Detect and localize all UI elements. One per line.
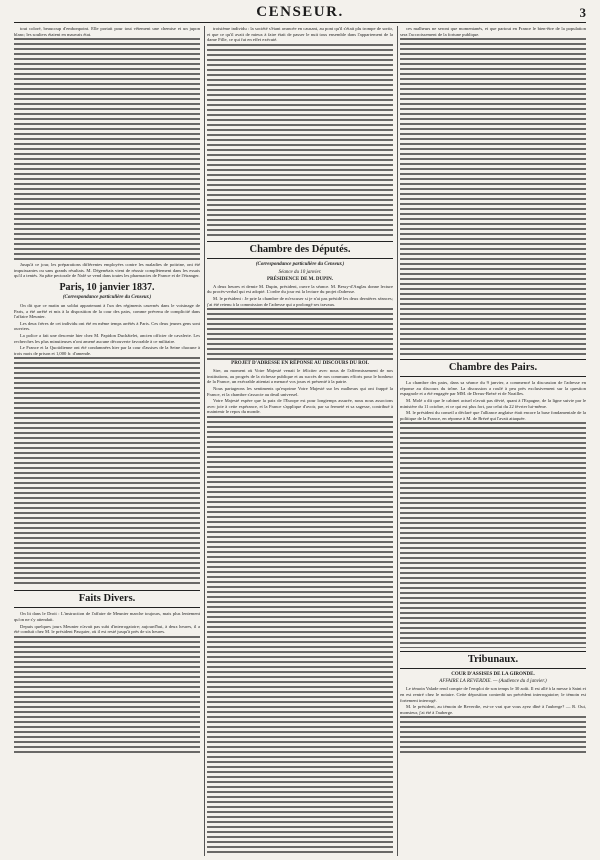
- article-paragraph: Votre Majesté espère que la paix de l'Europe est pour longtemps assurée, nous nous associons avec joie à cette espérance, et la France s'applique d'avoir, par sa fermeté et sa sagesse, contribué à maintenir le repos du monde.: [207, 398, 393, 415]
- text-block: [14, 636, 200, 756]
- column-3: [400, 26, 586, 856]
- article-paragraph: Depuis quelques jours Meunier n'avait pas subi d'interrogatoire; aujourd'hui, à deux heures, il a été conduit chez M. le président Pasquier, où il est resté jusqu'à près de six heures.: [14, 623, 200, 635]
- address-heading: PROJET D'ADRESSE EN RÉPONSE AU DISCOURS DU ROI.: [231, 361, 369, 367]
- article-paragraph: M. le président : Je prie la chambre de m'excuser si je n'ai pas présidé les deux dernières séances; j'ai été retenu à la commission de l'adresse qui a prolongé ses travaux.: [207, 295, 393, 307]
- article-paragraph: La chambre des pairs, dans sa séance du 9 janvier, a commencé la discussion de l'adresse en réponse au discours du trône. La discussion a roulé à peu près exclusivement sur la question espagnole et a été engagée par MM. de Dreux-Brézé et de Noailles.: [400, 380, 586, 397]
- affair-line: AFFAIRE LA REVERDIE. — (Audience du 4 janvier.): [439, 679, 547, 685]
- masthead: [14, 4, 586, 23]
- dateline-paris: Paris, 10 janvier 1837.: [59, 281, 155, 293]
- article-paragraph: ces malheurs ne seront que momentanés, et que partout en France le bien-être de la population sera l'accroissement de la fortune publique.: [400, 26, 586, 37]
- text-block: [14, 38, 200, 262]
- article-paragraph: troisième individu : la société s'étant avancée en causant, au pont qu'il s'était plu trompe de sortir, et que ce qu'il avait de mieux à faire était de passer le nuit tous ensemble dans l'appartement de la dame Fille, ce qui fut en effet exécuté.: [207, 26, 393, 43]
- article-paragraph: M. le président, au témoin de Reverdie, est-ce vrai que vous ayez dîné à l'auberge? — R. Oui, monsieur, j'ai été à l'auberge.: [400, 704, 586, 715]
- column-divider: [204, 26, 205, 856]
- correspondence-note: (Correspondance particulière du Censeur.): [62, 294, 152, 300]
- article-paragraph: Le témoin Valade rend compte de l'emploi de son temps le 30 août. Il est allé à la messe à Saint et en est rentré chez le notaire. Cette déposition contredit un précédent interrogatoire; le témoin est fortement interrogé.: [400, 686, 586, 703]
- newspaper-title: CENSEUR.: [256, 4, 344, 20]
- page-number: 3: [579, 5, 586, 20]
- article-paragraph: Nous partageons les sentiments qu'exprime Votre Majesté sur les malheurs qui ont frappé la France, et la chambre s'associe au deuil universel.: [207, 385, 393, 397]
- column-1: [14, 26, 200, 856]
- text-block: [400, 422, 586, 648]
- article-paragraph: Les deux frères de cet individu ont été en même temps arrêtés à Paris. Ces deux jeunes gens sont ouvriers.: [14, 320, 200, 332]
- article-paragraph: M. Molé a dit que le cabinet actuel n'avait pas dévié, quant à l'Espagne, de la ligne suivie par le ministère du 11 octobre, et ce qui est plus fort, par celui du 22 février lui-même.: [400, 397, 586, 409]
- court-name: COUR D'ASSISES DE LA GIRONDE.: [451, 672, 535, 678]
- correspondence-note: (Correspondance particulière du Censeur.): [255, 261, 345, 267]
- section-heading-faits-divers: Faits Divers.: [14, 590, 200, 608]
- text-block: [400, 38, 586, 356]
- article-paragraph: M. le président du conseil a déclaré que l'alliance anglaise était encore la base fondamentale de la politique de la France, en réponse à M. de Brézé qui l'avait attaquée.: [400, 410, 586, 421]
- article-paragraph: Sire, au moment où Votre Majesté venait le féliciter avec nous de l'affermissement de nos institutions, au progrès de la richesse publique et au succès de nos communs efforts pour le bonheur de la France, un exécrable attentat a menacé vos jours et présenté à la patrie.: [207, 368, 393, 385]
- article-paragraph: tout coloré, beaucoup d'embonpoint. Elle portait pour tout vêtement une chemise et un jupon blanc; les souliers étaient en mauvais état.: [14, 26, 200, 37]
- article-paragraph: La police a fait une descente hier chez M. Papidon Duchâtelet, ancien officier de cavalerie. Les recherches les plus minutieuses n'ont amené aucune découverte favorable à ce militaire.: [14, 332, 200, 344]
- column-2: [207, 26, 393, 856]
- text-block: [207, 416, 393, 856]
- article-paragraph: On lit dans le Droit : L'instruction de l'affaire de Meunier marche toujours, mais plus lentement qu'on ne s'y attendait.: [14, 611, 200, 622]
- article-paragraph: A deux heures et demie M. Dupin, président, ouvre la séance. M. Bessy-d'Anglas donne lecture du procès-verbal qui est adopté. L'ordre du jour est la lecture du projet d'adresse.: [207, 283, 393, 295]
- text-block: [207, 308, 393, 360]
- article-paragraph: Le France et la Quotidienne ont été condamnées hier par la cour d'assises de la Seine chacune à trois mois de prison et 1,000 fr. d'amende.: [14, 345, 200, 356]
- article-paragraph: Jusqu'à ce jour, les préparations différentes employées contre les maladies de poitrine, ont été impuissantes ou sans grands résultats. M. Dégenétais vient de réussir complètement dans les essais qu'il a tentés. Sa pâte pectorale de Nafé se vend dans toutes les pharmacies de France et de l'étranger.: [14, 262, 200, 279]
- article-paragraph: On dit que ce matin un soldat appartenant à l'un des régiments casernés dans le voisinage de Paris, a été arrêté et mis à la disposition de la cour des pairs, comme prévenu de complicité dans l'affaire Meunier.: [14, 302, 200, 320]
- section-heading-chamber-peers: Chambre des Pairs.: [400, 359, 586, 377]
- text-block: [207, 44, 393, 238]
- section-heading-chamber-deputies: Chambre des Députés.: [207, 241, 393, 259]
- column-divider: [397, 26, 398, 856]
- section-heading-tribunaux: Tribunaux.: [400, 651, 586, 669]
- text-block: [14, 357, 200, 587]
- text-block: [400, 716, 586, 756]
- session-date: Séance du 10 janvier.: [278, 269, 322, 275]
- presidency-line: PRÉSIDENCE DE M. DUPIN.: [267, 276, 333, 282]
